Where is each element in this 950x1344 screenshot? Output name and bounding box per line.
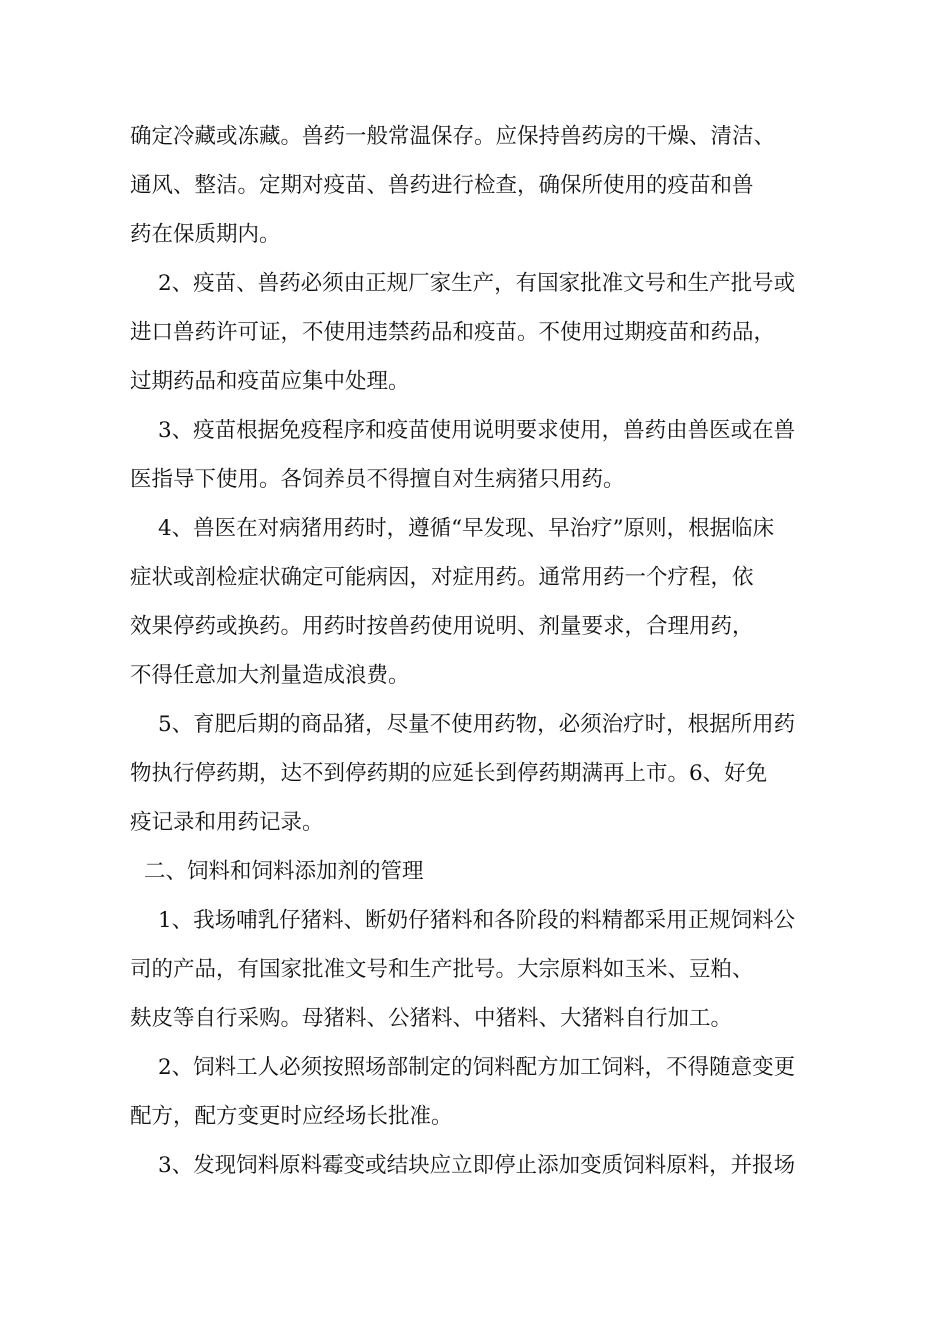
text-line: 通风、整洁。定期对疫苗、兽药进行检查，确保所使用的疫苗和兽 xyxy=(130,173,754,198)
text-line: 1、我场哺乳仔猪料、断奶仔猪料和各阶段的料精都采用正规饲料公 xyxy=(158,908,796,933)
text-line: 麸皮等自行采购。母猪料、公猪料、中猪料、大猪料自行加工。 xyxy=(130,1006,733,1031)
section-heading: 二、饲料和饲料添加剂的管理 xyxy=(144,859,424,884)
text-line: 症状或剖检症状确定可能病因，对症用药。通常用药一个疗程，依 xyxy=(130,565,754,590)
text-line: 疫记录和用药记录。 xyxy=(130,810,324,835)
text-line: 效果停药或换药。用药时按兽药使用说明、剂量要求，合理用药， xyxy=(130,614,754,639)
text-line: 2、饲料工人必须按照场部制定的饲料配方加工饲料，不得随意变更 xyxy=(158,1055,796,1080)
text-line: 司的产品，有国家批准文号和生产批号。大宗原料如玉米、豆粕、 xyxy=(130,957,754,982)
text-line: 2、疫苗、兽药必须由正规厂家生产，有国家批准文号和生产批号或 xyxy=(158,271,796,296)
text-line: 进口兽药许可证，不使用违禁药品和疫苗。不使用过期疫苗和药品， xyxy=(130,320,776,345)
text-line: 物执行停药期，达不到停药期的应延长到停药期满再上市。6、好免 xyxy=(130,761,768,786)
document-body xyxy=(130,112,820,1190)
text-line: 3、疫苗根据免疫程序和疫苗使用说明要求使用，兽药由兽医或在兽 xyxy=(158,418,796,443)
text-line: 3、发现饲料原料霉变或结块应立即停止添加变质饲料原料，并报场 xyxy=(158,1153,796,1178)
text-line: 配方，配方变更时应经场长批准。 xyxy=(130,1104,453,1129)
text-line: 过期药品和疫苗应集中处理。 xyxy=(130,369,410,394)
text-line: 医指导下使用。各饲养员不得擅自对生病猪只用药。 xyxy=(130,467,625,492)
text-line: 确定冷藏或冻藏。兽药一般常温保存。应保持兽药房的干燥、清洁、 xyxy=(130,124,776,149)
text-line: 4、兽医在对病猪用药时，遵循“早发现、早治疗”原则，根据临床 xyxy=(158,516,775,541)
text-line: 不得任意加大剂量造成浪费。 xyxy=(130,663,410,688)
text-line: 5、育肥后期的商品猪，尽量不使用药物，必须治疗时，根据所用药 xyxy=(158,712,796,737)
text-line: 药在保质期内。 xyxy=(130,222,281,247)
